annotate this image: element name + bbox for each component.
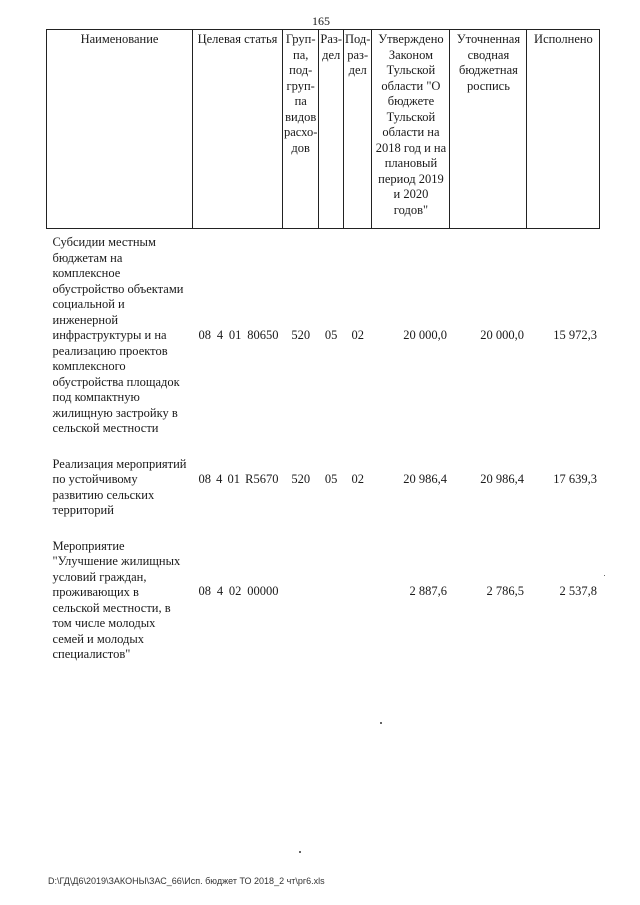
code-part: 00000: [247, 583, 279, 598]
row-target-code: [193, 229, 283, 437]
code-part: 4: [216, 471, 223, 486]
row-name: Реализация мероприятий по устойчивому развитию сельских территорий: [52, 456, 187, 517]
row-section: 05: [324, 328, 338, 342]
row-refined: 2 786,5: [486, 583, 524, 598]
code-part: 08: [198, 471, 211, 486]
code-part: 01: [228, 328, 242, 342]
header-section: Раз- дел: [319, 30, 344, 229]
code-part: 02: [228, 583, 242, 598]
header-name: Наименование: [47, 30, 193, 229]
row-group: 520: [291, 471, 311, 486]
row-group: [283, 533, 319, 663]
page-number: 165: [312, 14, 330, 28]
header-refined: Уточненная сводная бюджетная роспись: [450, 30, 527, 229]
code-part: 01: [227, 471, 240, 486]
table-row: [47, 229, 600, 437]
row-executed: 17 639,3: [553, 471, 597, 486]
row-refined: 20 000,0: [480, 328, 524, 342]
row-executed: 15 972,3: [553, 328, 597, 342]
code-part: 08: [198, 328, 211, 342]
code-part: 4: [216, 583, 224, 598]
row-refined: 20 986,4: [480, 471, 524, 486]
budget-table: [46, 29, 600, 663]
header-expense-group: Груп- па, под- груп- па видов расхо- дов: [283, 30, 319, 229]
table-row: [47, 451, 600, 519]
row-approved: 20 000,0: [403, 328, 447, 342]
code-part: 08: [198, 583, 211, 598]
row-name: Мероприятие "Улучшение жилищных условий граждан, проживающих в сельской местности, в том числе молодых семей и молодых специалистов": [52, 538, 181, 661]
row-subsection: 02: [351, 471, 364, 486]
row-group: 520: [291, 328, 311, 342]
row-approved: 2 887,6: [409, 583, 447, 598]
row-target-code: [193, 533, 283, 663]
row-target-code: [193, 451, 283, 519]
row-name: Субсидии местным бюджетам на комплексное обустройство объектами социальной и инженерной инфраструктуры и на реализацию проектов комплексного обустройства площадок под компактную жилищную застройку в сельской местности: [52, 235, 184, 435]
header-row: [47, 30, 600, 229]
header-executed: Исполнено: [527, 30, 600, 229]
file-path-footer: D:\ГД\Д6\2019\ЗАКОНЫ\ЗАС_66\Исп. бюджет ТО 2018_2 чт\рг6.xls: [48, 876, 325, 886]
row-approved: 20 986,4: [403, 471, 447, 486]
scan-speck: [380, 722, 382, 724]
code-part: R5670: [245, 471, 279, 486]
header-target-article: Целевая статья: [193, 30, 283, 229]
header-subsection: Под- раз- дел: [343, 30, 371, 229]
scan-speck: [604, 575, 605, 576]
header-approved: Утверждено Законом Тульской области "О бюджете Тульской области на 2018 год и на плановый период 2019 и 2020 годов": [372, 30, 450, 229]
row-section: [319, 533, 344, 663]
row-subsection: 02: [351, 328, 364, 342]
code-part: 4: [216, 328, 224, 342]
table-row: [47, 533, 600, 663]
scan-speck: [299, 851, 301, 853]
row-subsection: [343, 533, 371, 663]
row-executed: 2 537,8: [559, 583, 597, 598]
code-part: 80650: [247, 328, 279, 342]
row-section: 05: [324, 471, 338, 486]
